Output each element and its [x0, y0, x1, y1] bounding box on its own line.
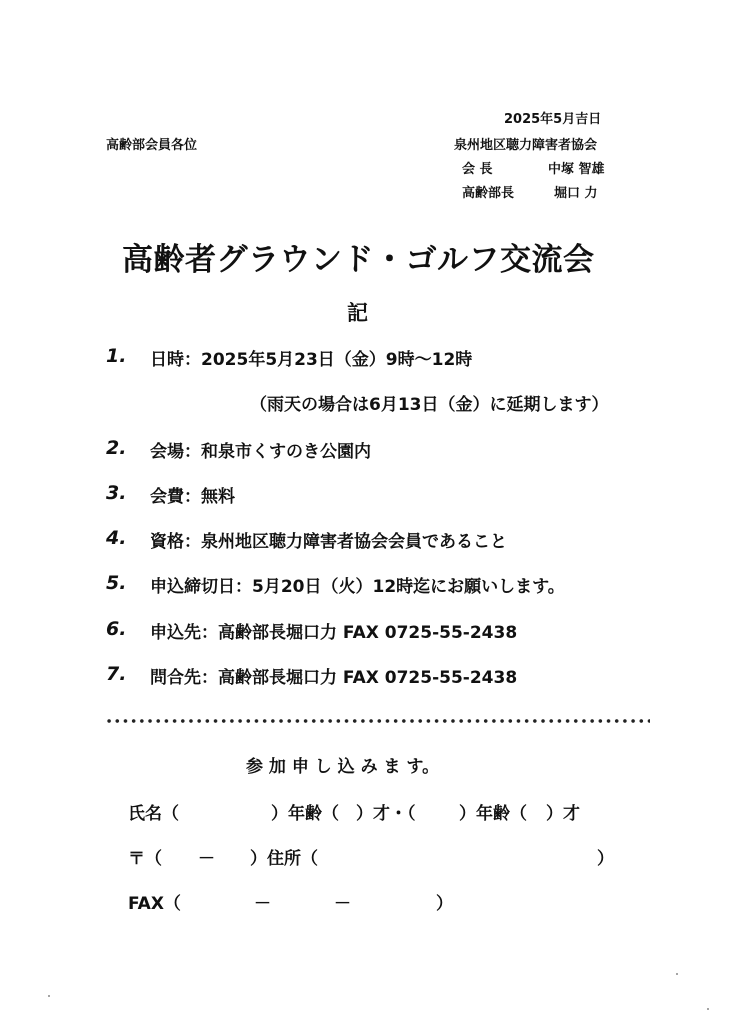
item-venue: 会場：和泉市くすのき公園内 — [150, 442, 371, 462]
ki-heading: 記 — [347, 301, 368, 325]
item-number: 2. — [106, 437, 127, 459]
name2-close-age-label: ）年齢（ — [459, 804, 527, 824]
postal-dash: － — [198, 849, 215, 869]
item-number: 4. — [106, 527, 127, 549]
item-number: 7. — [106, 663, 127, 685]
age2-close-label: ）才 — [546, 804, 580, 824]
issue-date: 2025年5月吉日 — [504, 112, 602, 127]
fax-label: FAX（ — [128, 894, 181, 914]
fax-dash: － — [254, 894, 271, 914]
address-label: ）住所（ — [250, 849, 318, 869]
item-apply-to: 申込先：高齢部長堀口力 FAX 0725-55-2438 — [150, 623, 518, 643]
recipient: 高齢部会員各位 — [106, 138, 198, 153]
item-number: 6. — [106, 618, 127, 640]
item-number: 3. — [106, 482, 127, 504]
organization-name: 泉州地区聴力障害者協会 — [454, 138, 598, 153]
dotted-separator — [105, 717, 650, 725]
item-rain-note: （雨天の場合は6月13日（金）に延期します） — [250, 395, 609, 415]
item-eligibility: 資格：泉州地区聴力障害者協会会員であること — [150, 532, 507, 552]
scan-speck — [676, 973, 678, 975]
fax-close: ） — [436, 894, 453, 914]
name-close-age-label: ）年齢（ — [271, 804, 339, 824]
address-close: ） — [597, 849, 614, 869]
scan-speck — [48, 995, 50, 997]
section-role: 高齢部長 — [462, 186, 515, 201]
name-label: 氏名（ — [128, 804, 179, 824]
item-datetime: 日時：2025年5月23日（金）9時～12時 — [150, 350, 473, 370]
form-heading: 参 加 申 し 込 み ま す。 — [246, 757, 440, 777]
age-close-label: ）才・（ — [356, 804, 416, 824]
item-number: 1. — [106, 345, 127, 367]
item-contact: 問合先：高齢部長堀口力 FAX 0725-55-2438 — [150, 668, 518, 688]
item-number: 5. — [106, 572, 127, 594]
chair-name: 中塚 智雄 — [548, 162, 605, 177]
postal-label: 〒（ — [128, 849, 162, 869]
scan-speck — [707, 1008, 709, 1010]
item-deadline: 申込締切日：5月20日（火）12時迄にお願いします。 — [150, 577, 565, 597]
chair-role: 会 長 — [462, 162, 493, 177]
fax-dash: － — [334, 894, 351, 914]
item-fee: 会費：無料 — [150, 487, 235, 507]
page-title: 高齢者グラウンド・ゴルフ交流会 — [122, 242, 595, 278]
section-name: 堀口 力 — [554, 186, 598, 201]
